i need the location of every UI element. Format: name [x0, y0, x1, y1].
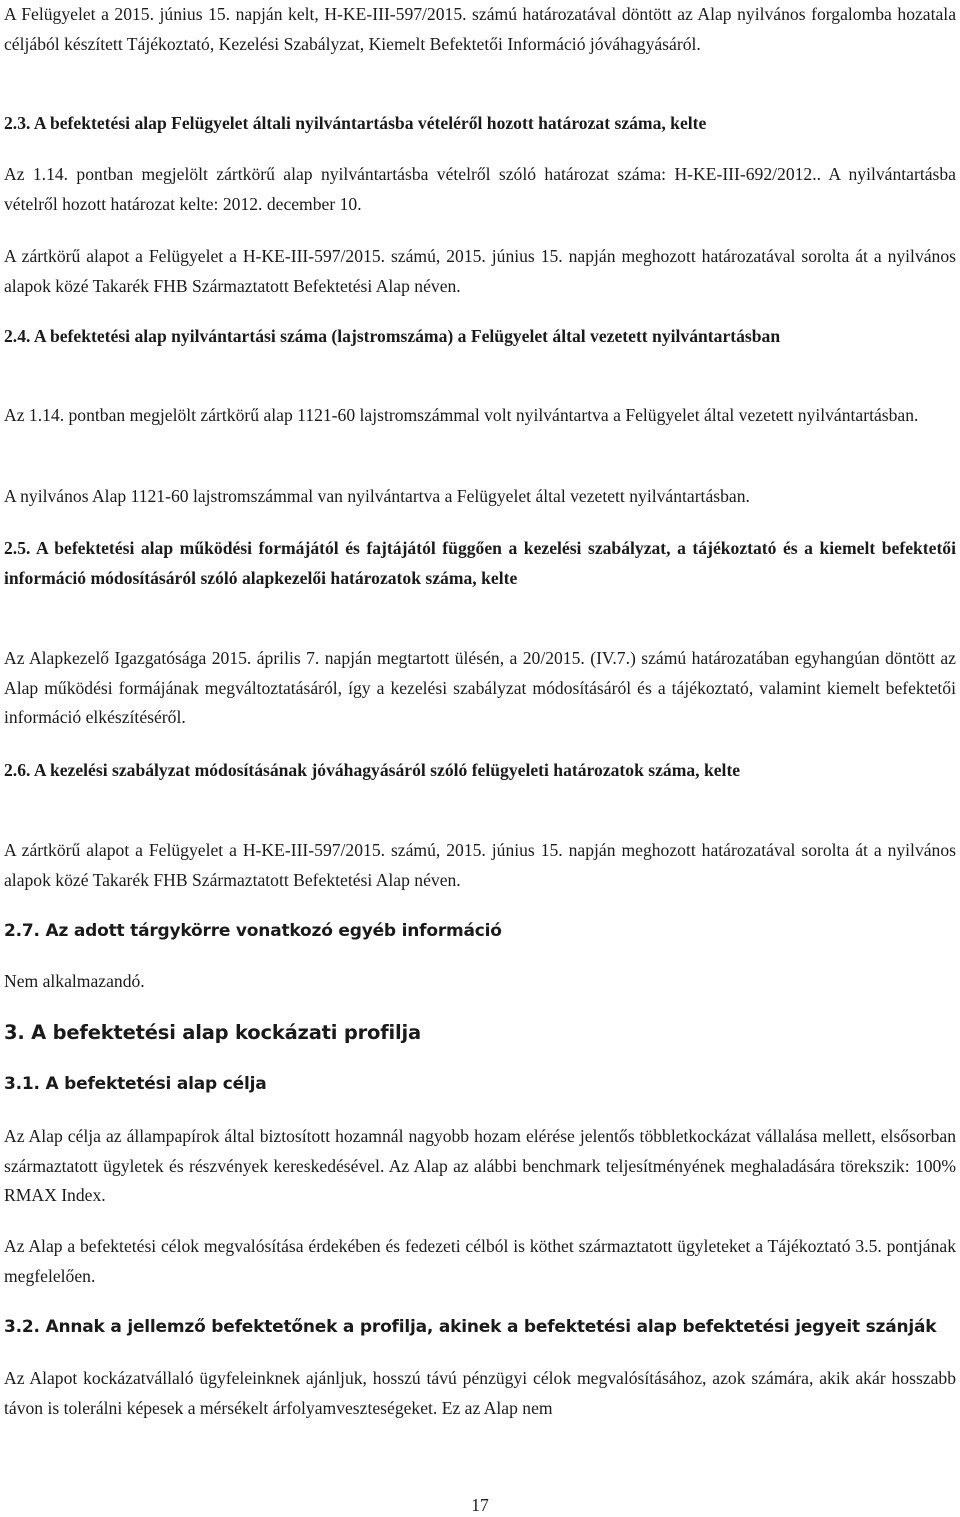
- paragraph-3-1-a: Az Alap célja az állampapírok által biztosított hozamnál nagyobb hozam elérése jelentős többletkockázat vállalása mellett, elsősorban származtatott ügyletek és részvények kereskedésével. Az Alap az alábbi benchmark teljesítményének meghaladására törekszik: 100% RMAX Index.: [4, 1126, 956, 1205]
- heading-2-3: 2.3. A befektetési alap Felügyelet általi nyilvántartásba vételéről hozott határozat száma, kelte: [4, 113, 707, 133]
- heading-2-5: 2.5. A befektetési alap működési formájától és fajtájától függően a kezelési szabályzat, a tájékoztató és a kiemelt befektetői információ módosításáról szóló alapkezelői határozatok száma, kelte: [4, 538, 956, 588]
- heading-3: 3. A befektetési alap kockázati profilja: [4, 1021, 421, 1044]
- page-number: 17: [471, 1495, 489, 1515]
- paragraph-2-3-b: A zártkörű alapot a Felügyelet a H-KE-III-597/2015. számú, 2015. június 15. napján meghozott határozatával sorolta át a nyilvános alapok közé Takarék FHB Származtatott Befektetési Alap néven.: [4, 246, 956, 296]
- heading-3-2: 3.2. Annak a jellemző befektetőnek a profilja, akinek a befektetési alap befektetési jegyeit szánják: [4, 1317, 937, 1337]
- heading-2-6: 2.6. A kezelési szabályzat módosításának jóváhagyásáról szóló felügyeleti határozatok száma, kelte: [4, 760, 741, 780]
- paragraph-2-6: A zártkörű alapot a Felügyelet a H-KE-III-597/2015. számú, 2015. június 15. napján meghozott határozatával sorolta át a nyilvános alapok közé Takarék FHB Származtatott Befektetési Alap néven.: [4, 840, 956, 890]
- heading-2-4: 2.4. A befektetési alap nyilvántartási száma (lajstromszáma) a Felügyelet által vezetett nyilvántartásban: [4, 326, 781, 346]
- paragraph-2-4-a: Az 1.14. pontban megjelölt zártkörű alap 1121-60 lajstromszámmal volt nyilvántartva a Felügyelet által vezetett nyilvántartásban.: [4, 405, 919, 425]
- heading-3-1: 3.1. A befektetési alap célja: [4, 1074, 267, 1094]
- paragraph-2-3-a: Az 1.14. pontban megjelölt zártkörű alap nyilvántartásba vételről szóló határozat száma: H-KE-III-692/2012.. A nyilvántartásba vételről hozott határozat kelte: 2012. december 10.: [4, 164, 956, 214]
- paragraph-2-4-b: A nyilvános Alap 1121-60 lajstromszámmal van nyilvántartva a Felügyelet által vezetett nyilvántartásban.: [4, 486, 750, 506]
- paragraph-3-2: Az Alapot kockázatvállaló ügyfeleinknek ajánljuk, hosszú távú pénzügyi célok megvalósításához, azok számára, akik akár hosszabb távon is tolerálni képesek a mérsékelt árfolyamveszteségeket. Ez az Alap nem: [4, 1368, 956, 1418]
- paragraph-intro: A Felügyelet a 2015. június 15. napján kelt, H-KE-III-597/2015. számú határozatával döntött az Alap nyilvános forgalomba hozatala céljából készített Tájékoztató, Kezelési Szabályzat, Kiemelt Befektetői Információ jóváhagyásáról.: [4, 4, 956, 54]
- heading-2-7: 2.7. Az adott tárgykörre vonatkozó egyéb információ: [4, 921, 502, 941]
- paragraph-2-7: Nem alkalmazandó.: [4, 971, 145, 991]
- paragraph-2-5: Az Alapkezelő Igazgatósága 2015. április 7. napján megtartott ülésén, a 20/2015. (IV.7.) számú határozatában egyhangúan döntött az Alap működési formájának megváltoztatásáról, így a kezelési szabályzat módosításáról és a tájékoztató, valamint kiemelt befektetői információ elkészítéséről.: [4, 648, 956, 727]
- paragraph-3-1-b: Az Alap a befektetési célok megvalósítása érdekében és fedezeti célból is köthet származtatott ügyleteket a Tájékoztató 3.5. pontjának megfelelően.: [4, 1236, 956, 1286]
